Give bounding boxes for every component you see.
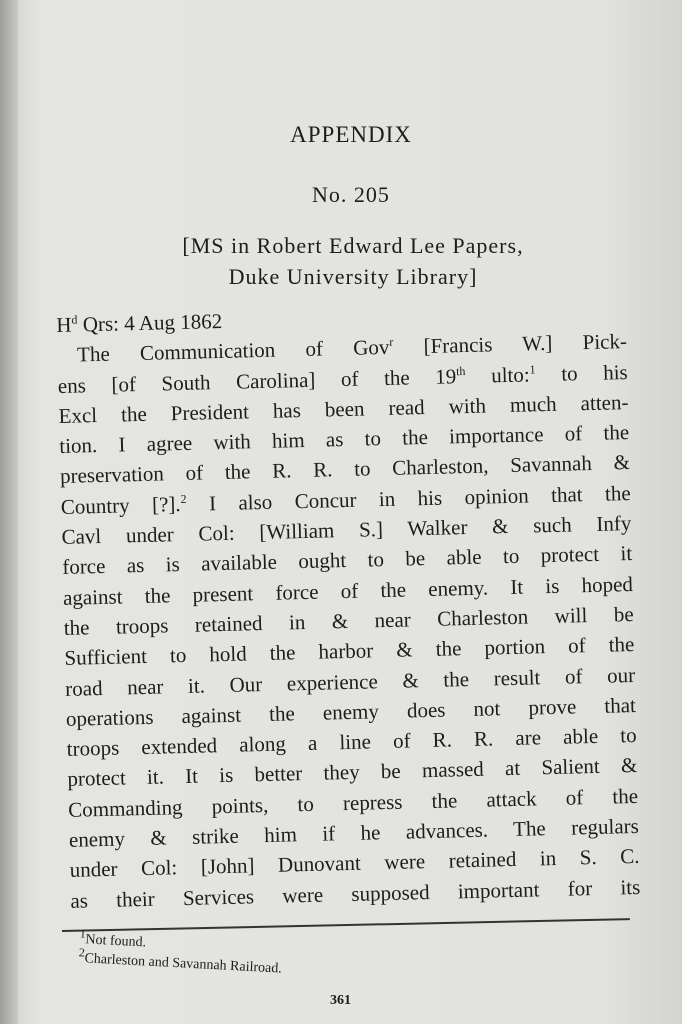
line-text: [Francis W.] Pick- (393, 329, 628, 360)
document-number: No. 205 (312, 182, 390, 207)
source-line-2: Duke University Library] (228, 264, 478, 289)
footnote-ref: 2 (180, 491, 187, 506)
letter-line: Sufficient to hold the harbor & the portion of the (64, 632, 635, 671)
footnote-text: Not found. (85, 932, 147, 951)
letter-line: preservation of the R. R. to Charleston, Savannah & (59, 450, 631, 489)
letter-line: Commanding points, to repress the attack of the (67, 783, 639, 822)
dateline-rest: Qrs: 4 Aug 1862 (77, 308, 223, 337)
line-text: I also Concur in his opinion that the (186, 480, 631, 516)
source-note (12, 230, 682, 292)
letter-line: Cavl under Col: [William S.] Walker & such Infy (61, 511, 632, 550)
letter-line: Excl the President has been read with much atten- (58, 389, 629, 428)
line-text: ens [of South Carolina] of the 19 (57, 363, 457, 398)
letter-line: road near it. Our experience & the result of our (64, 662, 636, 701)
footnote-mark: 1 (79, 926, 87, 941)
line-text: Country [?]. (60, 491, 181, 519)
letter-body (56, 296, 641, 916)
dateline-prefix: H (56, 312, 72, 337)
footnotes (78, 926, 479, 989)
footnote-ref: 1 (529, 361, 536, 377)
source-line-1: [MS in Robert Edward Lee Papers, (182, 233, 524, 258)
line-text: to his (535, 359, 628, 386)
letter-line: operations against the enemy does not prove that (65, 692, 637, 731)
dateline-sup: d (71, 312, 78, 327)
letter-line: troops extended along a line of R. R. are able to (66, 723, 637, 762)
line-text: The Communication of Gov (76, 335, 390, 367)
line-text: ulto: (465, 362, 530, 388)
line-sup: r (389, 335, 394, 350)
letter-line: force as is available ought to be able to protect it (61, 541, 633, 580)
letter-line: tion. I agree with him as to the importance of the (59, 420, 630, 459)
page-number: 361 (330, 993, 351, 1008)
footnote-divider (62, 918, 630, 932)
footnote-text: Charleston and Savannah Railroad. (84, 951, 283, 977)
letter-line: the troops retained in & near Charleston will be (63, 601, 634, 640)
footnote-mark: 2 (78, 945, 86, 960)
letter-line: enemy & strike him if he advances. The regulars (68, 813, 640, 852)
line-sup: th (455, 363, 466, 378)
letter-line: as their Services were supposed important for its (70, 874, 641, 913)
page-gutter (0, 0, 18, 1024)
letter-line: protect it. It is better they be massed at Salient & (67, 753, 638, 792)
letter-line: under Col: [John] Dunovant were retained in S. C. (69, 844, 640, 883)
letter-line: against the present force of the enemy. It is hoped (62, 571, 634, 610)
appendix-heading: APPENDIX (290, 122, 412, 147)
